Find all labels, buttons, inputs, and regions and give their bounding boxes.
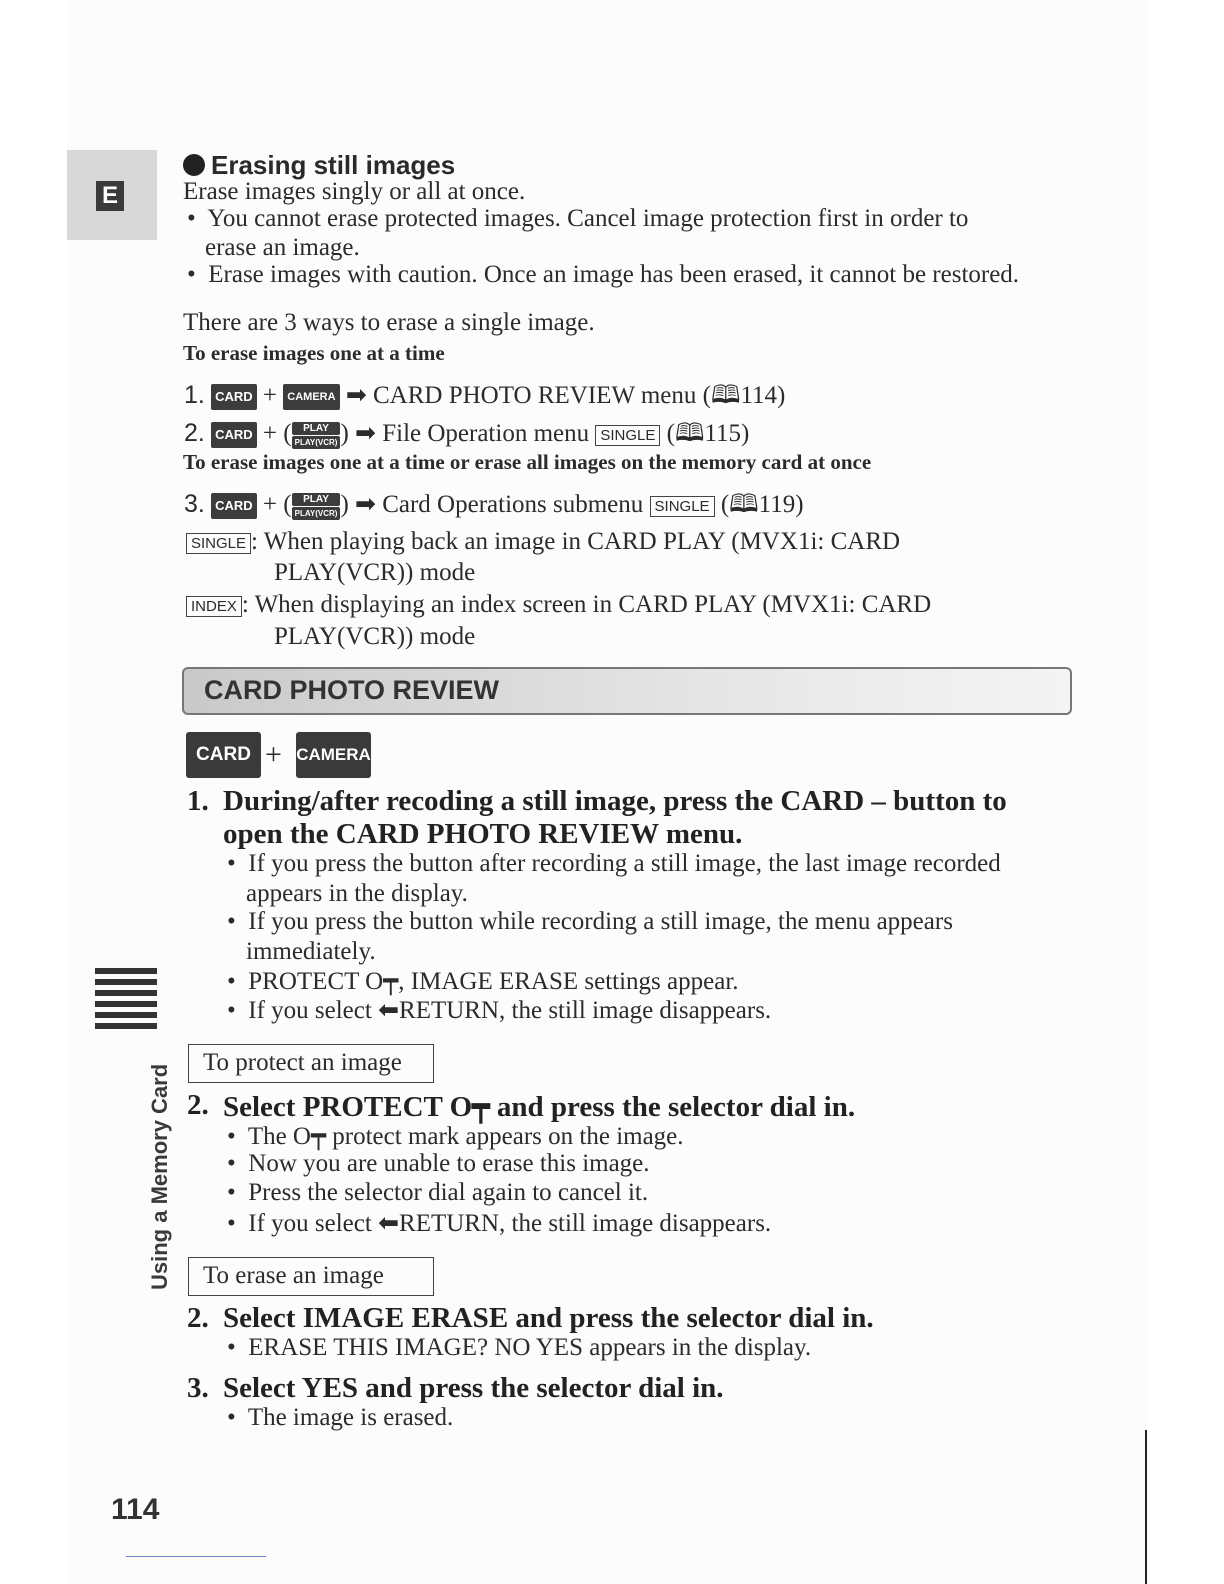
mode-row-cont: PLAY(VCR)) mode [274,559,476,586]
footer-line [126,1556,266,1557]
step-bullet: • Press the selector dial again to cancel it. [227,1179,649,1206]
card-key-icon: CARD [211,422,257,448]
step-title: During/after recoding a still image, press the CARD – button to [223,785,1007,817]
step-bullet: • PROTECT O┯, IMAGE ERASE settings appear. [227,968,739,995]
step-bullet: • If you select ⬅RETURN, the still image disappears. [227,997,772,1024]
step-title-cont: open the CARD PHOTO REVIEW menu. [223,818,743,850]
intro-text: Erase images singly or all at once. [183,178,526,205]
step-bullet: • ERASE THIS IMAGE? NO YES appears in the display. [227,1334,812,1361]
book-ref-icon: 🕮 [674,420,705,447]
subheading: To erase images one at a time [183,341,445,365]
mode-row-single: SINGLE : When playing back an image in CARD PLAY (MVX1i: CARD [186,528,900,556]
step-bullet-cont: appears in the display. [246,880,468,907]
camera-key-icon: CAMERA [283,384,339,410]
method-row: 2. CARD + ( PLAY PLAY(VCR) ) ➡ File Operation menu SINGLE (🕮115) [184,419,750,447]
step-bullet: • The image is erased. [227,1404,454,1431]
subheading: To erase images one at a time or erase all images on the memory card at once [183,450,872,474]
step-bullet-cont: immediately. [246,938,376,965]
erase-label-box: To erase an image [188,1257,434,1296]
mode-row-cont: PLAY(VCR)) mode [274,623,476,650]
bullet-dot-icon [183,154,205,176]
step-title: Select PROTECT O┯ and press the selector dial in. [223,1091,856,1123]
page-number: 114 [111,1493,160,1526]
book-ref-icon: 🕮 [710,382,741,409]
step-title: Select YES and press the selector dial in. [223,1372,724,1404]
play-key-icon: PLAY PLAY(VCR) [292,493,341,520]
step-bullet: • The O┯ protect mark appears on the image. [227,1123,684,1150]
step-number: 2. [187,1302,209,1334]
note-bullet: • You cannot erase protected images. Cancel image protection first in order to [187,205,969,232]
note-bullet-cont: erase an image. [205,234,360,261]
section-heading: Erasing still images [183,150,455,181]
step-number: 2. [187,1089,209,1121]
protect-label-box: To protect an image [188,1044,434,1083]
camera-button-icon: CAMERA [296,732,371,778]
step-bullet: • If you press the button while recording a still image, the menu appears [227,908,953,935]
step-bullet: • If you select ⬅RETURN, the still image disappears. [227,1210,772,1237]
card-button-icon: CARD [186,732,261,778]
page-edge-line [1145,1430,1147,1584]
method-row: 1. CARD + CAMERA ➡ CARD PHOTO REVIEW menu (🕮114) [184,381,786,409]
step-number: 3. [187,1372,209,1404]
book-ref-icon: 🕮 [729,491,759,518]
plus-sign: + [265,738,282,771]
side-chapter-title: Using a Memory Card [147,1063,172,1290]
card-key-icon: CARD [211,384,257,410]
single-mode-label: SINGLE [650,496,715,517]
ways-text: There are 3 ways to erase a single image. [183,309,595,336]
mode-row-index: INDEX : When displaying an index screen in CARD PLAY (MVX1i: CARD [186,591,931,619]
step-bullet: • Now you are unable to erase this image. [227,1150,650,1177]
step-title: Select IMAGE ERASE and press the selector dial in. [223,1302,874,1334]
card-key-icon: CARD [211,493,257,519]
section-banner: CARD PHOTO REVIEW [182,667,1072,715]
section-tab [67,150,157,240]
note-bullet: • Erase images with caution. Once an image has been erased, it cannot be restored. [187,261,1020,288]
step-number: 1. [187,785,209,817]
chapter-bars [95,968,157,1034]
single-mode-label: SINGLE [595,425,660,446]
play-key-icon: PLAY PLAY(VCR) [292,422,341,449]
step-bullet: • If you press the button after recording a still image, the last image recorded [227,850,1001,877]
method-row: 3. CARD + ( PLAY PLAY(VCR) ) ➡ Card Operations submenu SINGLE (🕮119) [184,490,804,518]
section-tab-letter: E [96,181,124,211]
